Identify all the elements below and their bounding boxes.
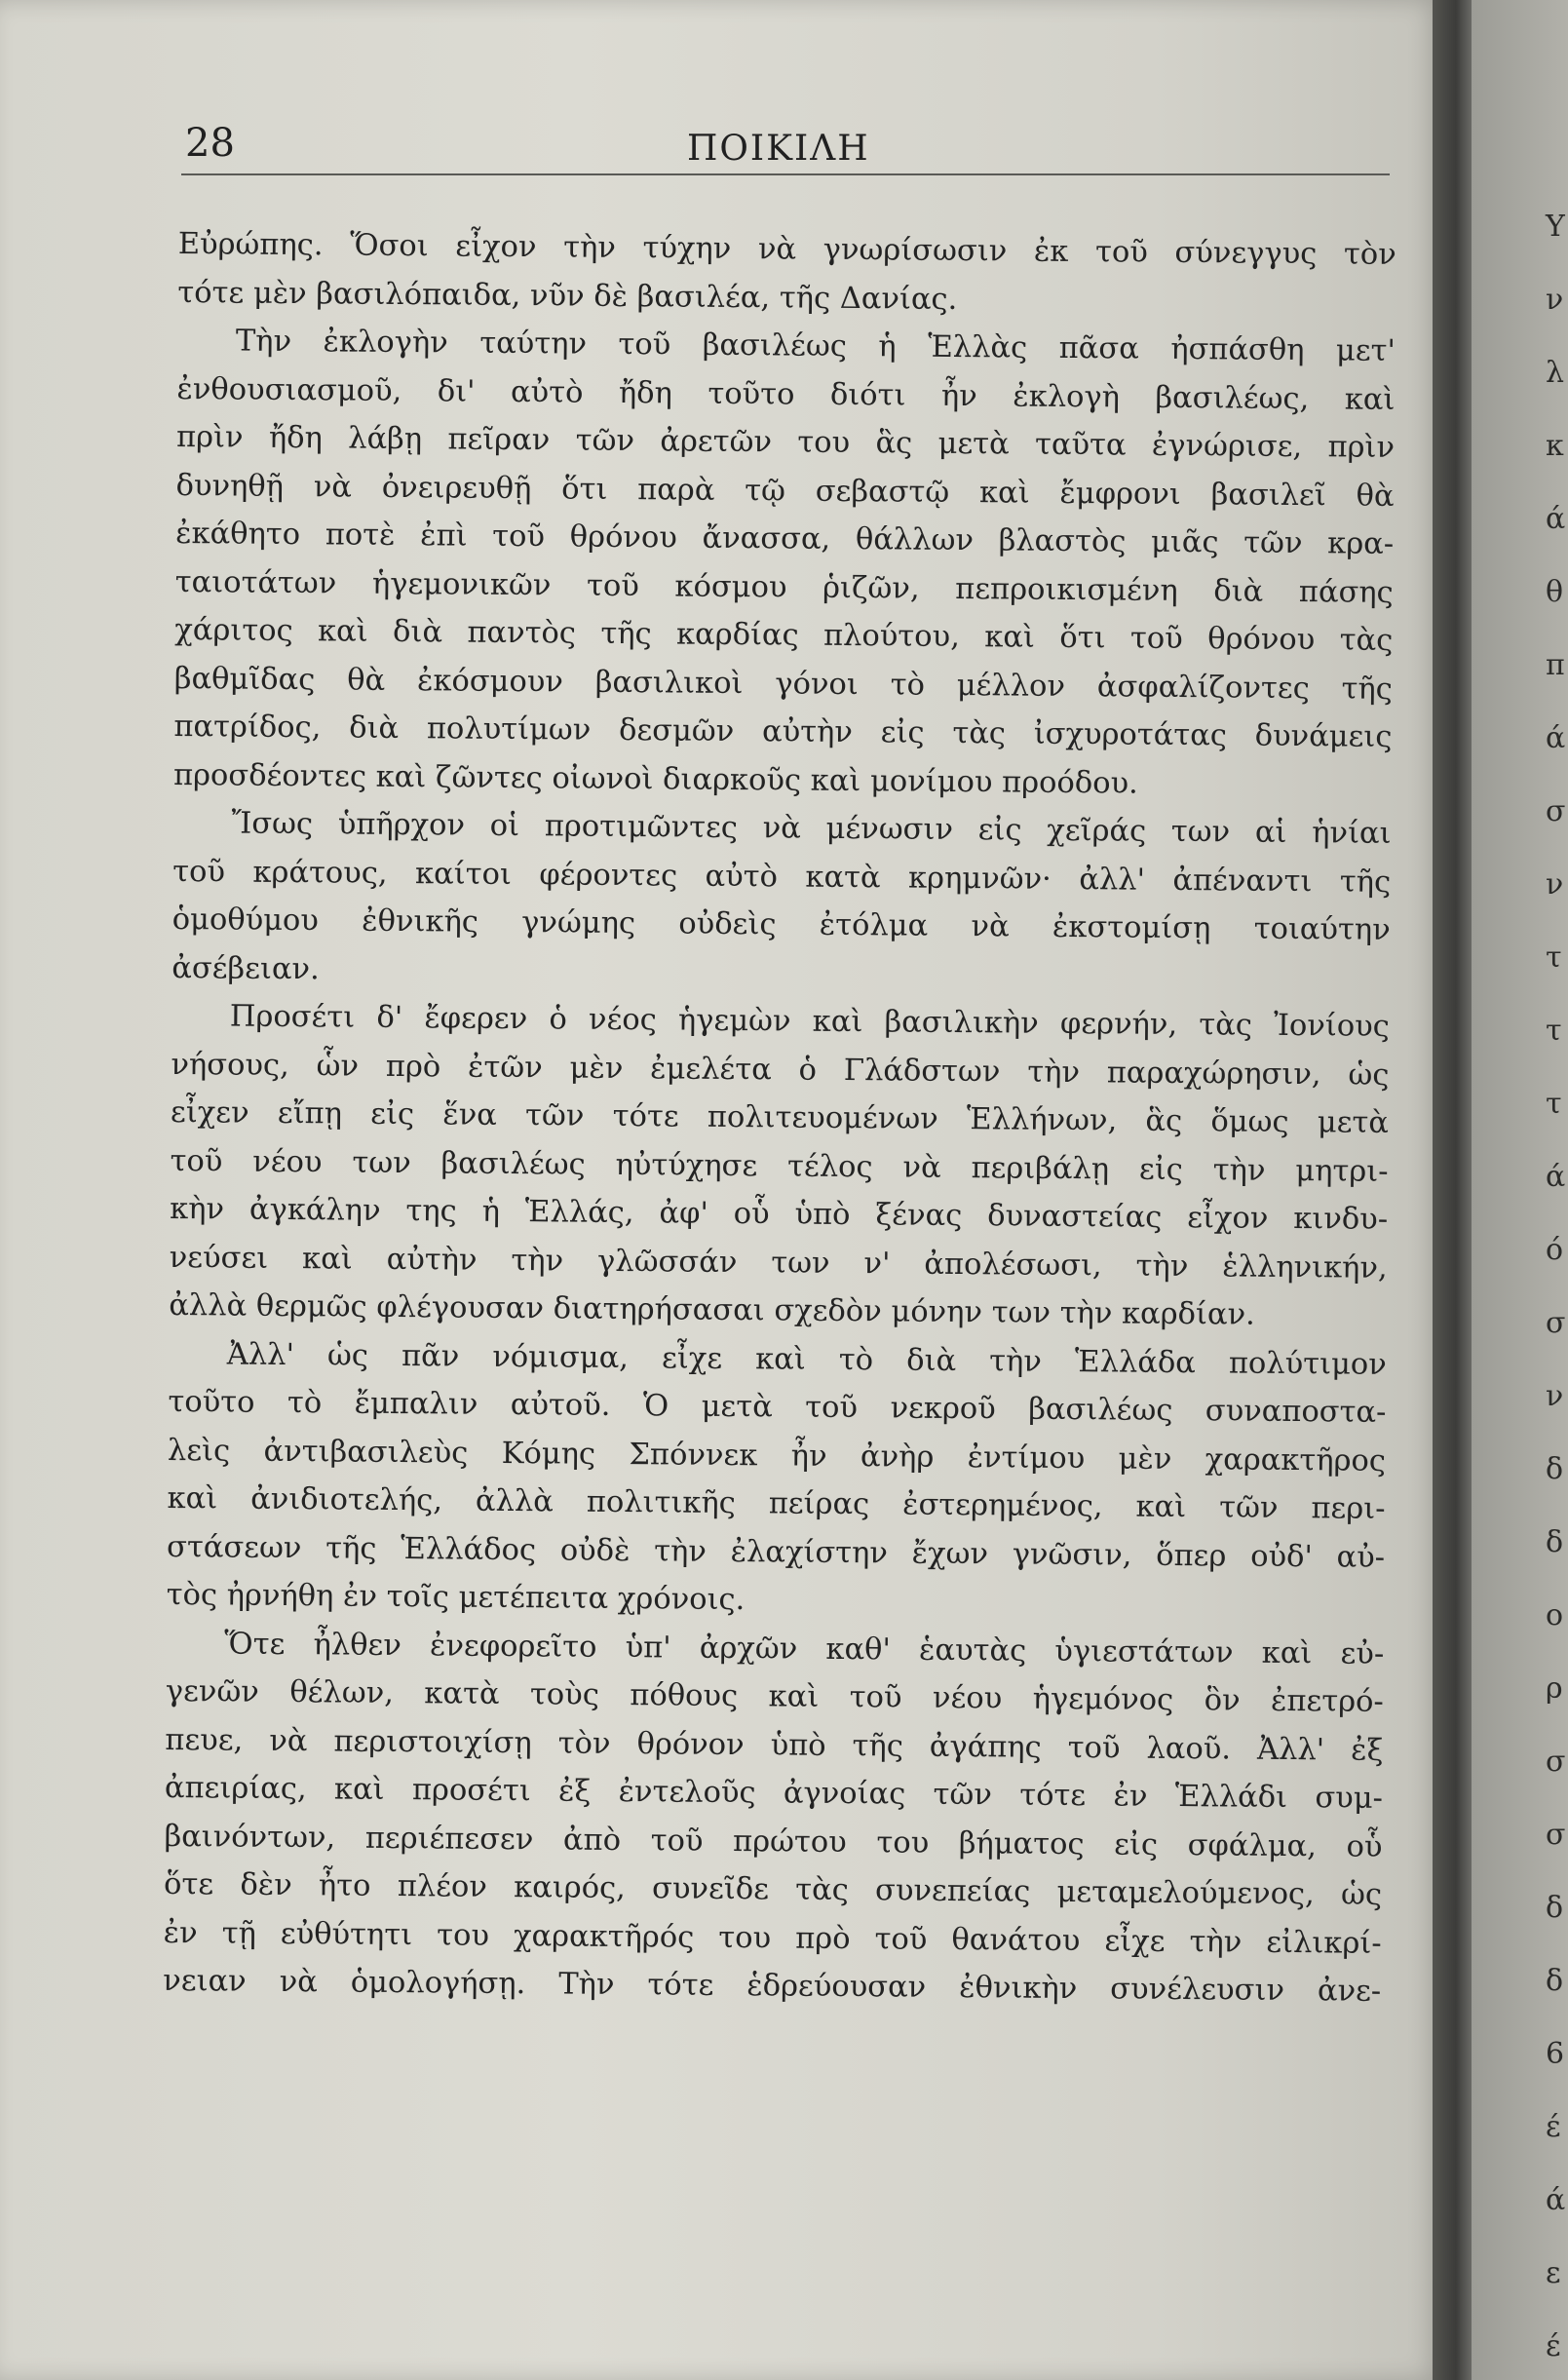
- facing-page-letter: τ: [1546, 1014, 1562, 1048]
- text-line: νήσους, ὧν πρὸ ἐτῶν μὲν ἐμελέτα ὁ Γλάδστων τὴν παραχώρησιν, ὡς: [171, 1047, 1390, 1093]
- text-line: τοῦ κράτους, καίτοι φέροντες αὐτὸ κατὰ κρημνῶν· ἀλλ' ἀπέναντι τῆς: [172, 854, 1392, 900]
- text-line: ἀπειρίας, καὶ προσέτι ἐξ ἐντελοῦς ἀγνοίας τῶν τότε ἐν Ἑλλάδι συμ-: [164, 1770, 1384, 1816]
- text-line: προσδέοντες καὶ ζῶντες οἰωνοὶ διαρκοῦς καὶ μονίμου προόδου.: [172, 757, 1138, 801]
- text-line: βαινόντων, περιέπεσεν ἀπὸ τοῦ πρώτου του βήματος εἰς σφάλμα, οὗ: [164, 1819, 1383, 1864]
- facing-page-letter: δ: [1546, 1891, 1564, 1925]
- text-line: Ὅτε ἦλθεν ἐνεφορεῖτο ὑπ' ἀρχῶν καθ' ἑαυτὰς ὑγιεστάτων καὶ εὐ-: [224, 1626, 1385, 1671]
- text-line: Προσέτι δ' ἔφερεν ὁ νέος ἡγεμὼν καὶ βασιλικὴν φερνήν, τὰς Ἰονίους: [229, 999, 1390, 1044]
- text-line: νειαν νὰ ὁμολογήσῃ. Τὴν τότε ἑδρεύουσαν ἐθνικὴν συνέλευσιν ἀνε-: [163, 1963, 1382, 2009]
- running-title: ΠΟΙΚΙΛΗ: [687, 129, 870, 169]
- facing-page-letter: δ: [1546, 1452, 1564, 1486]
- facing-page-letter: κ: [1546, 429, 1564, 463]
- facing-page-letter: ν: [1546, 283, 1564, 317]
- text-line: ἀλλὰ θερμῶς φλέγουσαν διατηρήσασαι σχεδὸν μόνην των τὴν καρδίαν.: [169, 1287, 1255, 1332]
- facing-page-letter: δ: [1546, 1964, 1564, 1998]
- facing-page-letter: τ: [1546, 940, 1562, 975]
- facing-page-letter: σ: [1546, 1818, 1566, 1852]
- facing-page-letter: ρ: [1546, 1671, 1563, 1706]
- facing-page-letter: ό: [1546, 1233, 1564, 1267]
- text-line: τοῦτο τὸ ἔμπαλιν αὐτοῦ. Ὁ μετὰ τοῦ νεκροῦ βασιλέως συναποστα-: [168, 1384, 1387, 1430]
- facing-page-letter: έ: [1546, 2110, 1561, 2144]
- text-line: νεύσει καὶ αὐτὴν τὴν γλῶσσάν των ν' ἀπολέσωσι, τὴν ἑλληνικήν,: [169, 1240, 1388, 1286]
- text-line: κὴν ἀγκάλην της ἡ Ἑλλάς, ἀφ' οὗ ὑπὸ ξένας δυναστείας εἶχον κινδυ-: [169, 1191, 1389, 1237]
- facing-page-letter: σ: [1546, 794, 1566, 828]
- text-line: πευε, νὰ περιστοιχίσῃ τὸν θρόνον ὑπὸ τῆς ἀγάπης τοῦ λαοῦ. Ἀλλ' ἐξ: [165, 1722, 1384, 1768]
- facing-page-letter: θ: [1546, 575, 1564, 609]
- text-line: τότε μὲν βασιλόπαιδα, νῦν δὲ βασιλέα, τῆς Δανίας.: [177, 275, 958, 317]
- facing-page-letter: δ: [1546, 1525, 1564, 1559]
- facing-page-letter: ν: [1546, 867, 1564, 902]
- facing-page-letter: σ: [1546, 1306, 1566, 1340]
- text-line: γενῶν θέλων, κατὰ τοὺς πόθους καὶ τοῦ νέου ἡγεμόνος ὃν ἐπετρό-: [165, 1673, 1384, 1719]
- text-line: Τὴν ἐκλογὴν ταύτην τοῦ βασιλέως ἡ Ἑλλὰς πᾶσα ἠσπάσθη μετ': [235, 324, 1396, 368]
- facing-page-letter: ν: [1546, 1379, 1564, 1413]
- text-line: πατρίδος, διὰ πολυτίμων δεσμῶν αὐτὴν εἰς τὰς ἰσχυροτάτας δυνάμεις: [173, 709, 1393, 754]
- text-line: ἐκάθητο ποτὲ ἐπὶ τοῦ θρόνου ἄνασσα, θάλλων βλαστὸς μιᾶς τῶν κρα-: [175, 516, 1395, 561]
- facing-page-letter: τ: [1546, 1087, 1562, 1121]
- body-text: [163, 220, 1396, 2015]
- facing-page-letter: ο: [1546, 1598, 1564, 1632]
- facing-page-letter: ά: [1546, 1160, 1566, 1194]
- text-line: ἐν τῇ εὐθύτητι του χαρακτῆρός του πρὸ τοῦ θανάτου εἶχε τὴν εἰλικρί-: [163, 1915, 1382, 1961]
- text-line: Εὐρώπης. Ὅσοι εἶχον τὴν τύχην νὰ γνωρίσωσιν ἐκ τοῦ σύνεγγυς τὸν: [177, 226, 1396, 272]
- page-header: [156, 115, 1394, 183]
- facing-page-letter: Υ: [1546, 210, 1565, 244]
- text-line: ἀσέβειαν.: [172, 950, 320, 986]
- page-number: 28: [185, 121, 235, 166]
- text-line: στάσεων τῆς Ἑλλάδος οὐδὲ τὴν ἐλαχίστην ἔχων γνῶσιν, ὅπερ οὐδ' αὐ-: [166, 1529, 1386, 1575]
- text-line: λεὶς ἀντιβασιλεὺς Κόμης Σπόννεκ ἦν ἀνὴρ ἐντίμου μὲν χαρακτῆρος: [167, 1433, 1387, 1478]
- book-spine: [1433, 0, 1472, 2380]
- text-line: ταιοτάτων ἡγεμονικῶν τοῦ κόσμου ῥιζῶν, πεπροικισμένη διὰ πάσης: [174, 564, 1394, 610]
- text-line: Ἴσως ὑπῆρχον οἱ προτιμῶντες νὰ μένωσιν εἰς χεῖράς των αἱ ἡνίαι: [231, 806, 1392, 851]
- facing-page-letter: ά: [1546, 721, 1566, 755]
- facing-page-edge: [1472, 0, 1568, 2380]
- facing-page-letter: έ: [1546, 2329, 1561, 2363]
- text-line: ἐνθουσιασμοῦ, δι' αὐτὸ ἤδη τοῦτο διότι ἦν ἐκλογὴ βασιλέως, καὶ: [176, 371, 1396, 417]
- text-line: δυνηθῇ νὰ ὀνειρευθῇ ὅτι παρὰ τῷ σεβαστῷ καὶ ἔμφρονι βασιλεῖ θὰ: [175, 468, 1395, 514]
- text-line: τοῦ νέου των βασιλέως ηὐτύχησε τέλος νὰ περιβάλῃ εἰς τὴν μητρι-: [170, 1143, 1389, 1189]
- facing-page-letter: ά: [1546, 2183, 1566, 2217]
- text-line: χάριτος καὶ διὰ παντὸς τῆς καρδίας πλούτου, καὶ ὅτι τοῦ θρόνου τὰς: [174, 612, 1394, 658]
- text-line: τὸς ἠρνήθη ἐν τοῖς μετέπειτα χρόνοις.: [166, 1577, 746, 1618]
- header-rule: [181, 173, 1390, 175]
- text-line: πρὶν ἤδη λάβῃ πεῖραν τῶν ἀρετῶν του ἃς μετὰ ταῦτα ἐγνώρισε, πρὶν: [175, 419, 1396, 465]
- facing-page-letter: σ: [1546, 1745, 1566, 1779]
- facing-page-letter: λ: [1546, 356, 1565, 390]
- text-line: ὁμοθύμου ἐθνικῆς γνώμης οὐδεὶς ἐτόλμα νὰ ἐκστομίσῃ τοιαύτην: [172, 902, 1391, 947]
- text-line: εἶχεν εἴπῃ εἰς ἕνα τῶν τότε πολιτευομένων Ἑλλήνων, ἃς ὅμως μετὰ: [170, 1094, 1390, 1140]
- facing-page-letter: ά: [1546, 502, 1566, 536]
- text-line: βαθμῖδας θὰ ἐκόσμουν βασιλικοὶ γόνοι τὸ μέλλον ἀσφαλίζοντες τῆς: [173, 661, 1394, 707]
- facing-page-letter: π: [1546, 648, 1565, 682]
- text-line: ὅτε δὲν ἦτο πλέον καιρός, συνεῖδε τὰς συνεπείας μεταμελούμενος, ὡς: [163, 1866, 1383, 1912]
- facing-page-letter: 6: [1546, 2037, 1565, 2071]
- facing-page-letter: ε: [1546, 2256, 1561, 2290]
- text-line: καὶ ἀνιδιοτελής, ἀλλὰ πολιτικῆς πείρας ἐστερημένος, καὶ τῶν περι-: [167, 1480, 1386, 1526]
- text-line: Ἀλλ' ὡς πᾶν νόμισμα, εἶχε καὶ τὸ διὰ τὴν Ἑλλάδα πολύτιμον: [226, 1336, 1387, 1382]
